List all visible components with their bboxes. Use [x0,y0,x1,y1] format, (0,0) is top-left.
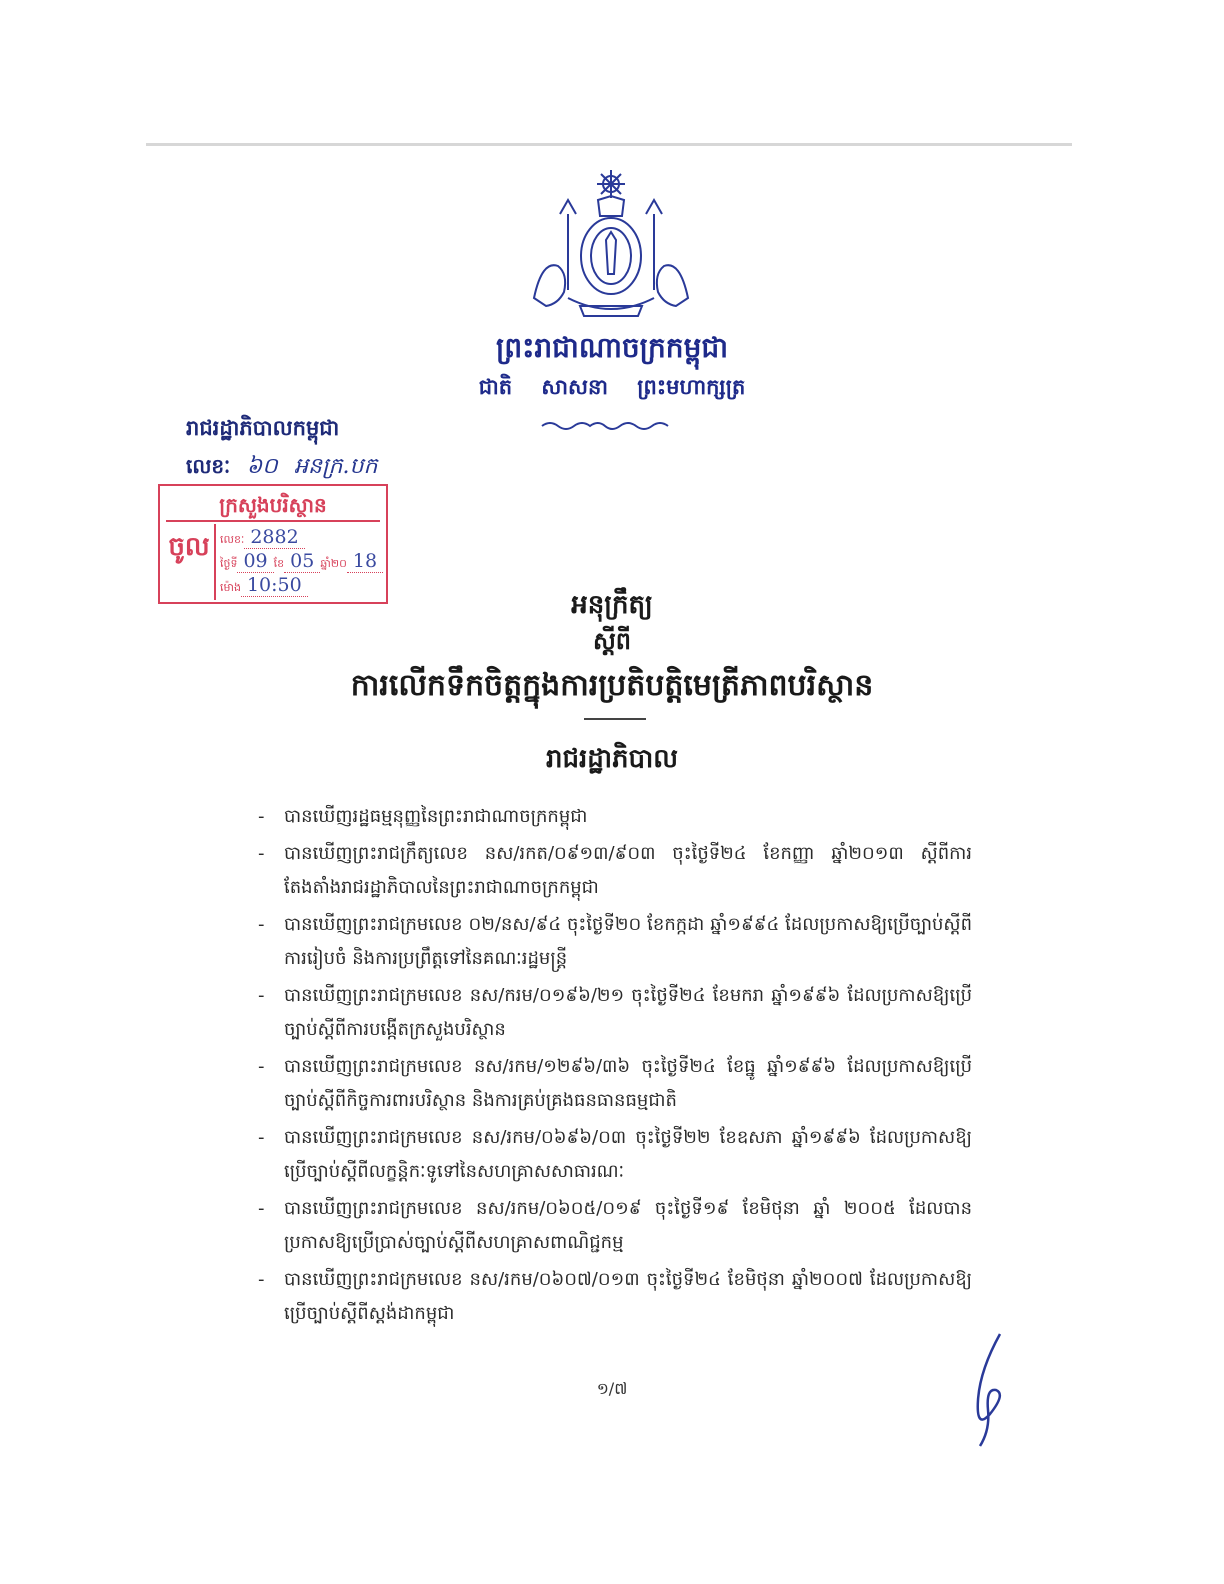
top-rule [146,143,1072,146]
title-separator [584,718,646,720]
reference-number [186,452,377,485]
list-item: - បានឃើញព្រះរាជក្រមលេខ ០២/នស/៩៤ ចុះថ្ងៃទី២០ ខែកក្កដា ឆ្នាំ១៩៩៤ ដែលប្រកាសឱ្យប្រើច្បាប់ស្តីពីការរៀបចំ និងការប្រព្រឹត្តទៅនៃគណៈរដ្ឋមន្ត្រី [258,914,972,969]
stamp-number-label: លេខៈ [220,533,245,546]
list-item: - បានឃើញព្រះរាជក្រមលេខ នស/រកម/០៦០៥/០១៩ ចុះថ្ងៃទី១៩ ខែមិថុនា ឆ្នាំ ២០០៥ ដែលបានប្រកាសឱ្យប្រើប្រាស់ច្បាប់ស្តីពីសហគ្រាសពាណិជ្ជកម្ម [258,1198,972,1253]
issuing-authority: រាជរដ្ឋាភិបាល [545,744,679,774]
stamp-date-row [220,550,383,573]
stamp-year-value: 18 [347,550,383,573]
page-number: ១/៧ [596,1379,628,1398]
stamp-time-value: 10:50 [241,574,308,597]
stamp-number-row [220,526,305,549]
reference-suffix: អនក្រ.បក [294,454,378,479]
received-stamp [158,484,388,604]
royal-coat-of-arms-emblem [528,170,694,320]
stamp-day-value: 09 [237,550,273,573]
about-label: ស្តីពី [592,627,632,655]
list-item: - បានឃើញព្រះរាជក្រមលេខ នស/រកម/០៦៩៦/០៣ ចុះថ្ងៃទី២២ ខែឧសភា ឆ្នាំ១៩៩៦ ដែលប្រកាសឱ្យប្រើច្បាប់ស្តីពីលក្ខន្តិកៈទូទៅនៃសហគ្រាសសាធារណៈ [258,1127,972,1182]
stamp-title: ក្រសួងបរិស្ថាន [166,490,380,522]
reference-label: លេខៈ [186,454,231,478]
kingdom-name: ព្រះរាជាណាចក្រកម្ពុជា [495,331,728,364]
handwritten-initials-signature [950,1330,1020,1450]
ornament-divider [540,418,670,434]
list-item: - បានឃើញព្រះរាជក្រមលេខ នស/រកម/០៦០៧/០១៣ ចុះថ្ងៃទី២៤ ខែមិថុនា ឆ្នាំ២០០៧ ដែលប្រកាសឱ្យប្រើច្បាប់ស្តីពីស្តង់ដាកម្ពុជា [258,1269,972,1324]
list-item: - បានឃើញព្រះរាជក្រមលេខ នស/ករម/០១៩៦/២១ ចុះថ្ងៃទី២៤ ខែមករា ឆ្នាំ១៩៩៦ ដែលប្រកាសឱ្យប្រើច្បាប់ស្តីពីការបង្កើតក្រសួងបរិស្ថាន [258,985,972,1040]
national-motto: ជាតិ សាសនា ព្រះមហាក្សត្រ [478,375,746,399]
list-item: - បានឃើញរដ្ឋធម្មនុញ្ញនៃព្រះរាជាណាចក្រកម្ពុជា [258,806,588,827]
considerations-list [258,800,972,1334]
stamp-side-label: ចូល [168,532,210,562]
stamp-day-label: ថ្ងៃទី [220,557,238,570]
list-item: - បានឃើញព្រះរាជក្រមលេខ នស/រកម/១២៩៦/៣៦ ចុះថ្ងៃទី២៤ ខែធ្នូ ឆ្នាំ១៩៩៦ ដែលប្រកាសឱ្យប្រើច្បាប់ស្តីពីកិច្ចការពារបរិស្ថាន និងការគ្រប់គ្រងធនធានធម្មជាតិ [258,1056,972,1111]
issuing-body: រាជរដ្ឋាភិបាលកម្ពុជា [186,416,340,440]
stamp-month-value: 05 [284,550,320,573]
document-type: អនុក្រឹត្យ [571,590,653,620]
stamp-month-label: ខែ [273,557,285,570]
document-subject: ការលើកទឹកចិត្តក្នុងការប្រតិបត្តិមេត្រីភាពបរិស្ថាន [350,668,874,703]
stamp-number-value: 2882 [244,526,304,549]
reference-number-value: ៦០ [237,452,288,485]
stamp-time-label: ម៉ោង [220,581,241,594]
list-item: - បានឃើញព្រះរាជក្រឹត្យលេខ នស/រកត/០៩១៣/៩០៣ ចុះថ្ងៃទី២៤ ខែកញ្ញា ឆ្នាំ២០១៣ ស្តីពីការតែងតាំងរាជរដ្ឋាភិបាលនៃព្រះរាជាណាចក្រកម្ពុជា [258,843,972,898]
stamp-year-label: ឆ្នាំ២០ [320,557,347,570]
